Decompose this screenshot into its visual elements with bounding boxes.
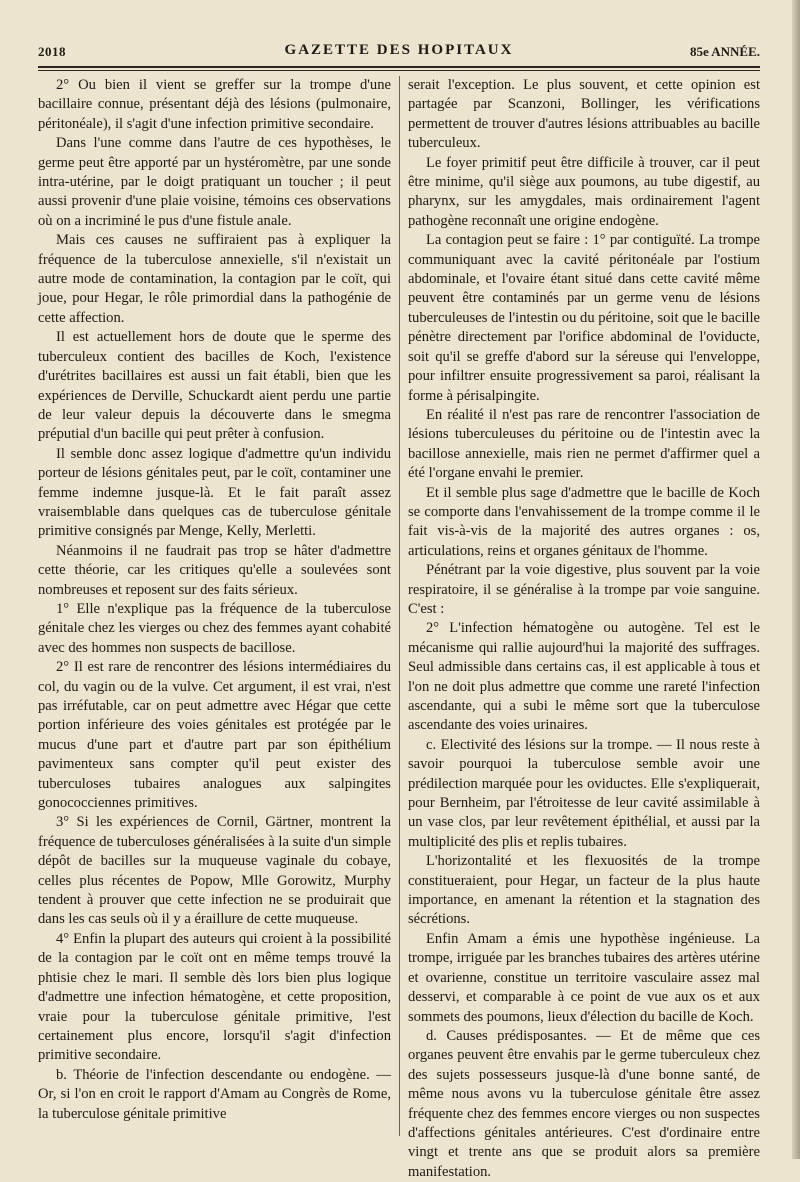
paragraph: Néanmoins il ne faudrait pas trop se hâter d'admettre cette théorie, car les critiques qu'elle a soulevées sont nombreuses et reposent sur des faits sérieux. bbox=[38, 542, 391, 598]
volume-year: 85e ANNÉE. bbox=[689, 44, 760, 59]
paragraph: En réalité il n'est pas rare de rencontrer l'association de lésions tuberculeuses du péritoine ou de l'intestin avec la bacillose annexielle, mais rien ne permet d'affirmer quel a été l'organe envahi le premier. bbox=[408, 406, 760, 482]
right-column bbox=[408, 76, 760, 1182]
section-heading-paragraph: c. Electivité des lésions sur la trompe. — Il nous reste à savoir pourquoi la tuberculose semble avoir une prédilection marquée pour les oviductes. Elle s'expliquerait, pour Bernheim, par l'étroitesse de leur cavité assimilable à un vase clos, par leur revêtement épithélial, et aussi par la multiplicité des plis et replis tubaires. bbox=[408, 736, 760, 850]
header-rule-thin bbox=[38, 70, 760, 71]
journal-title: GAZETTE DES HOPITAUX bbox=[284, 42, 514, 58]
paragraph: Il est actuellement hors de doute que le sperme des tuberculeux contient des bacilles de Koch, l'existence d'urétrites bacillaires est aussi un fait établi, bien que les expériences de Derville, Schuckardt aient perdu une partie de leur valeur depuis la découverte dans le smegma préputial d'un bacille qui peut prêter à confusion. bbox=[38, 329, 391, 443]
paragraph: Pénétrant par la voie digestive, plus souvent par la voie respiratoire, il se généralise à la trompe par voie sanguine. C'est : bbox=[408, 562, 760, 617]
paragraph: Mais ces causes ne suffiraient pas à expliquer la fréquence de la tuberculose annexielle, s'il n'existait un autre mode de contamination, la contagion par le coït, qui joue, pour Hegar, le rôle primordial dans la pathogénie de cette affection. bbox=[38, 232, 391, 326]
paragraph: 3° Si les expériences de Cornil, Gärtner, montrent la fréquence de tuberculoses généralisées à la suite d'un simple dépôt de bacilles sur la muqueuse vaginale du cobaye, celles plus récentes de Popow, Mlle Gorowitz, Murphy tendent à prouver que cette infection ne se produirait que dans les cas seuls où il y a éraillure de cette muqueuse. bbox=[38, 814, 391, 928]
paragraph: Il semble donc assez logique d'admettre qu'un individu porteur de lésions génitales peut, par le coït, contaminer une femme indemne jusque-là. Et le fait paraît assez vraisemblable dans quelques cas de tuberculose génitale primitive consignés par Menge, Kelly, Merletti. bbox=[38, 445, 391, 540]
page-number: 2018 bbox=[38, 44, 66, 59]
paragraph: 2° L'infection hématogène ou autogène. Tel est le mécanisme qui rallie aujourd'hui la majorité des suffrages. Seul admissible dans certains cas, il est applicable à tous et l'on ne doit plus admettre que comme une rareté l'infection ascendante, qui a subi le même sort que la tuberculose ascendante des voies urinaires. bbox=[408, 620, 760, 734]
section-heading-paragraph: d. Causes prédisposantes. — Et de même que ces organes peuvent être envahis par le germe tuberculeux chez des sujets possesseurs jusque-là d'une bonne santé, de même nous avons vu la tuberculose génitale être assez fréquente chez des femmes encore vierges ou non suspectes d'affections génitales antérieures. C'est d'ordinaire entre vingt et trente ans que se produit alors sa première manifestation. bbox=[408, 1027, 760, 1180]
paragraph: Enfin Amam a émis une hypothèse ingénieuse. La trompe, irriguée par les branches tubaires des artères utérine et ovarienne, constitue un territoire vasculaire assez mal desservi, et comparable à ce point de vue aux os et aux sommets des poumons, lieux d'élection du bacille de Koch. bbox=[408, 930, 760, 1025]
left-column bbox=[38, 76, 391, 1124]
section-heading-paragraph: b. Théorie de l'infection descendante ou endogène. — Or, si l'on en croit le rapport d'Amam au Congrès de Rome, la tuberculose génitale primitive bbox=[38, 1066, 391, 1122]
page-edge bbox=[792, 0, 800, 1159]
column-divider bbox=[399, 76, 400, 1136]
paragraph: Le foyer primitif peut être difficile à trouver, car il peut être minime, qu'il siège aux poumons, au tube digestif, au pharynx, sur les amygdales, mais ordinairement l'agent pathogène reconnaît une origine endogène. bbox=[408, 154, 760, 229]
paragraph: 1° Elle n'explique pas la fréquence de la tuberculose génitale chez les vierges ou chez des femmes ayant cohabité avec des hommes non suspects de bacillose. bbox=[38, 600, 391, 656]
paragraph: Et il semble plus sage d'admettre que le bacille de Koch se comporte dans l'envahissement de la trompe comme il le fait vis-à-vis de la majorité des autres organes : os, articulations, reins et organes génitaux de l'homme. bbox=[408, 484, 760, 559]
paragraph: L'horizontalité et les flexuosités de la trompe constitueraient, pour Hegar, un facteur de la plus haute importance, en amenant la rétention et la stagnation des sécrétions. bbox=[408, 853, 760, 928]
paragraph: 2° Il est rare de rencontrer des lésions intermédiaires du col, du vagin ou de la vulve. Cet argument, il est vrai, n'est pas irréfutable, car on peut admettre avec Hégar que cette portion inférieure des voies génitales est protégée par le mucus d'une part et d'autre part par son épithélium pavimenteux sans compter qu'il peut exister des tuberculoses tubaires analogues aux salpingites gonococciennes primitives. bbox=[38, 659, 391, 812]
page-header bbox=[38, 40, 760, 62]
paragraph: La contagion peut se faire : 1° par contiguïté. La trompe communiquant avec la cavité péritonéale par l'ostium abdominale, et l'ovaire étant situé dans cette cavité même peuvent être contaminés par un germe venu de lésions tuberculeuses de l'intestin ou du péritoine, soit que le bacille pénètre directement par l'orifice abdominal de l'oviducte, soit qu'il se greffe d'abord sur la séreuse qui l'enveloppe, pour infiltrer ensuite progressivement sa paroi, réalisant la forme à périsalpingite. bbox=[408, 232, 760, 404]
paragraph: 2° Ou bien il vient se greffer sur la trompe d'une bacillaire connue, présentant déjà des lésions (pulmonaire, péritonéale), il s'agit d'une infection primitive secondaire. bbox=[38, 77, 391, 132]
paragraph: 4° Enfin la plupart des auteurs qui croient à la possibilité de la contagion par le coït ont en même temps trouvé la phtisie chez le mari. Il semble dès lors bien plus logique d'admettre une infection hématogène, et cette proposition, vraie pour la tuberculose génitale primitive, l'est certainement plus encore, lorsqu'il s'agit d'infection primitive secondaire. bbox=[38, 930, 391, 1064]
paragraph: Dans l'une comme dans l'autre de ces hypothèses, le germe peut être apporté par un hystéromètre, par une sonde intra-utérine, par le doigt pratiquant un toucher ; il peut aussi provenir d'une plaie voisine, témoins ces observations où on a incriminé le pus d'une fistule anale. bbox=[38, 135, 391, 229]
header-rule bbox=[38, 66, 760, 68]
paragraph: serait l'exception. Le plus souvent, et cette opinion est partagée par Scanzoni, Bollinger, les vérifications permettent de trouver d'autres lésions attribuables au bacille tuberculeux. bbox=[408, 77, 760, 152]
